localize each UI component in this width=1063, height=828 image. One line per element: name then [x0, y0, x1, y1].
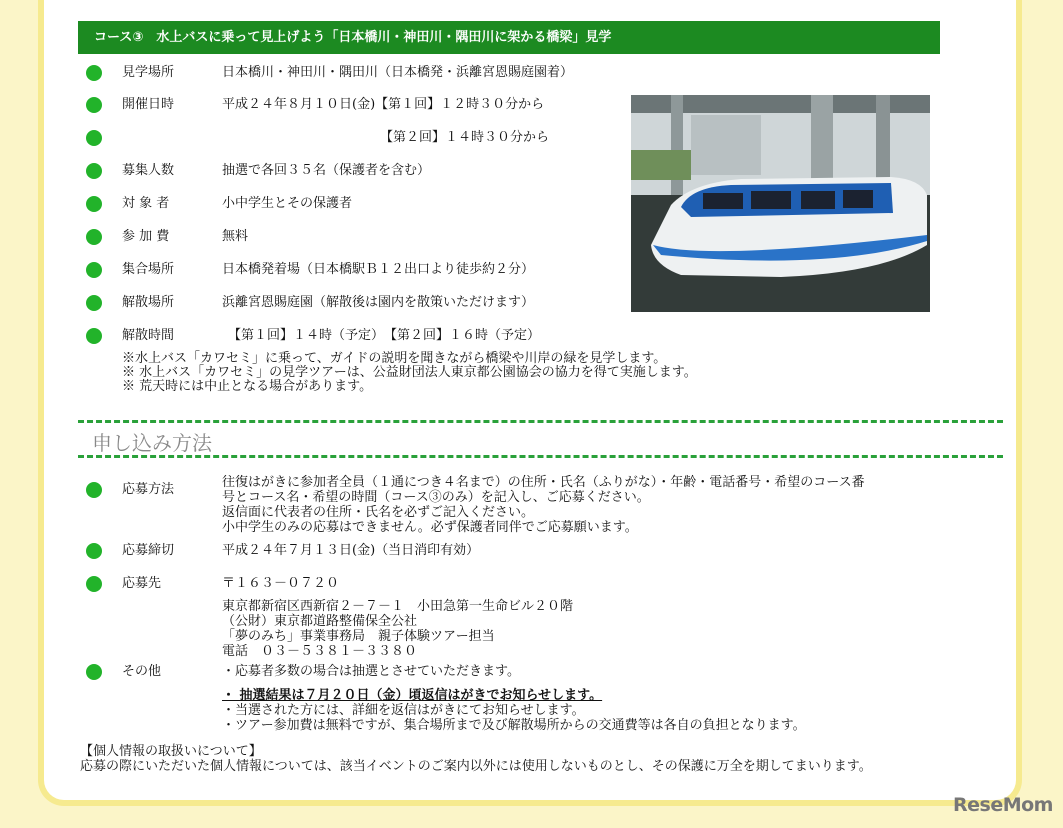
postal-code: 〒１６３－０７２０ — [222, 576, 340, 591]
note-line: ※ 荒天時には中止となる場合があります。 — [122, 379, 373, 394]
row-value: 日本橋発着場（日本橋駅Ｂ１２出口より徒歩約２分） — [222, 262, 535, 277]
other-text — [222, 688, 806, 733]
row-value: 無料 — [222, 229, 249, 244]
address-line: （公財）東京都道路整備保全公社 — [222, 614, 418, 629]
lottery-result-notice: ・ 抽選結果は７月２０日（金）頃返信はがきでお知らせします。 — [222, 688, 603, 703]
bullet-icon — [86, 262, 102, 278]
privacy-body: 応募の際にいただいた個人情報については、該当イベントのご案内以外には使用しないものとし、その保護に万全を期してまいります。 — [80, 759, 872, 774]
bullet-icon — [86, 543, 102, 559]
bullet-icon — [86, 97, 102, 113]
row-label: 参 加 費 — [122, 229, 170, 244]
bullet-icon — [86, 664, 102, 680]
bullet-icon — [86, 163, 102, 179]
row-label: 集合場所 — [122, 262, 175, 277]
other-first: ・応募者多数の場合は抽選とさせていただきます。 — [222, 664, 520, 679]
section-divider-top — [78, 420, 1003, 423]
privacy-title: 【個人情報の取扱いについて】 — [80, 744, 262, 759]
method-line: 返信面に代表者の住所・氏名を必ずご記入ください。 — [222, 505, 535, 520]
row-label: 応募方法 — [122, 482, 175, 497]
row-value: 浜離宮恩賜庭園（解散後は園内を散策いただけます） — [222, 295, 535, 310]
row-value: 日本橋川・神田川・隅田川（日本橋発・浜離宮恩賜庭園着） — [222, 65, 574, 80]
section-divider-bottom — [78, 455, 1003, 458]
row-value: 平成２４年８月１０日(金)【第１回】１２時３０分から — [222, 97, 545, 112]
bullet-icon — [86, 328, 102, 344]
row-label: 応募先 — [122, 576, 162, 591]
address-line: 電話 ０３－５３８１－３３８０ — [222, 644, 418, 659]
method-text — [222, 475, 865, 535]
other-line: ・当選された方には、詳細を返信はがきにてお知らせします。 — [222, 703, 585, 718]
bullet-icon — [86, 482, 102, 498]
row-value: 【第２回】１４時３０分から — [380, 130, 550, 145]
note-line: ※水上バス「カワセミ」に乗って、ガイドの説明を聞きながら橋梁や川岸の緑を見学します。 — [122, 351, 667, 366]
bullet-icon — [86, 65, 102, 81]
method-line: 号とコース名・希望の時間（コース③のみ）を記入し、ご応募ください。 — [222, 490, 650, 505]
bullet-icon — [86, 130, 102, 146]
row-label: 見学場所 — [122, 65, 175, 80]
bullet-icon — [86, 229, 102, 245]
row-value: 平成２４年７月１３日(金)（当日消印有効） — [222, 543, 480, 558]
course-header: コース③ 水上バスに乗って見上げよう「日本橋川・神田川・隅田川に架かる橋梁」見学 — [78, 21, 940, 54]
row-label: 解散時間 — [122, 328, 175, 343]
row-label: 開催日時 — [122, 97, 175, 112]
method-line: 往復はがきに参加者全員（１通につき４名まで）の住所・氏名（ふりがな）・年齢・電話番号・希望のコース番 — [222, 475, 865, 490]
resemom-logo: ReseMom — [953, 794, 1053, 816]
address-text — [222, 599, 573, 659]
row-label: 解散場所 — [122, 295, 175, 310]
section-title: 申し込み方法 — [92, 431, 212, 455]
row-label: 応募締切 — [122, 543, 175, 558]
row-label: 募集人数 — [122, 163, 175, 178]
row-value: 抽選で各回３５名（保護者を含む） — [222, 163, 431, 178]
bullet-icon — [86, 196, 102, 212]
row-label: その他 — [122, 664, 162, 679]
address-line: 東京都新宿区西新宿２－７－１ 小田急第一生命ビル２０階 — [222, 599, 574, 614]
water-bus-photo — [631, 95, 930, 312]
bullet-icon — [86, 295, 102, 311]
row-label: 対 象 者 — [122, 196, 170, 211]
bullet-icon — [86, 576, 102, 592]
row-value: 【第１回】１４時（予定） 【第２回】１６時（予定） — [228, 328, 541, 343]
other-line: ・ツアー参加費は無料ですが、集合場所まで及び解散場所からの交通費等は各自の負担となります。 — [222, 718, 806, 733]
row-value: 小中学生とその保護者 — [222, 196, 353, 211]
note-line: ※ 水上バス「カワセミ」の見学ツアーは、公益財団法人東京都公園協会の協力を得て実施します。 — [122, 365, 697, 380]
method-line: 小中学生のみの応募はできません。必ず保護者同伴でご応募願います。 — [222, 520, 638, 535]
address-line: 「夢のみち」事業事務局 親子体験ツアー担当 — [222, 629, 495, 644]
